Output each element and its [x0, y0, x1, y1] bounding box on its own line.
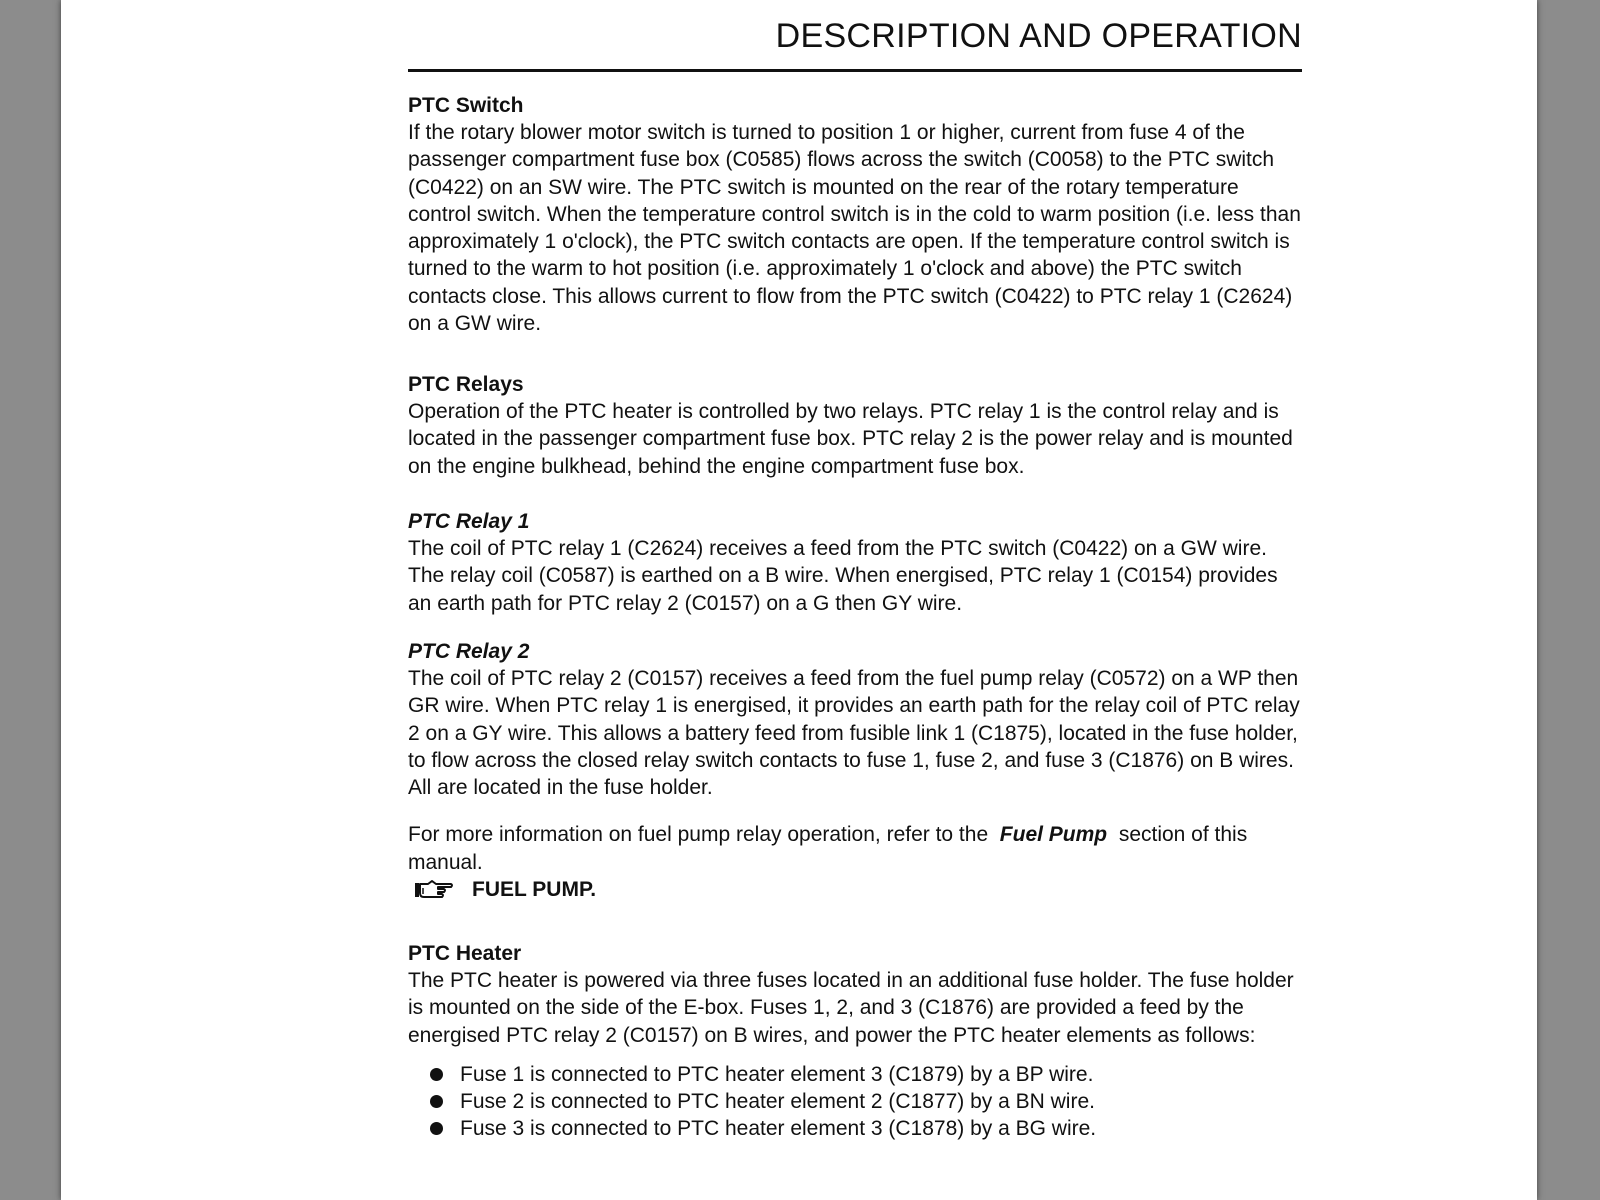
subsection-body: The coil of PTC relay 1 (C2624) receives a feed from the PTC switch (C0422) on a GW wire. The relay coil (C0587) is earthed on a B wire. When energised, PTC relay 1 (C0154) provides an earth path for PTC relay 2 (C0157) on a G then GY wire.: [408, 537, 1278, 615]
section-ptc-relay-2: [408, 638, 1302, 903]
subsection-heading: PTC Relay 2: [408, 640, 530, 663]
cross-reference-label: FUEL PUMP.: [472, 877, 597, 901]
section-body: The PTC heater is powered via three fuses located in an additional fuse holder. The fuse holder is mounted on the side of the E-box. Fuses 1, 2, and 3 (C1876) are provided a feed by the energised PTC relay 2 (C0157) on B wires, and power the PTC heater elements as follows:: [408, 969, 1294, 1047]
list-item: [408, 1088, 1302, 1115]
more-info-suffix: section of this manual.: [408, 823, 1248, 874]
list-item: [408, 1061, 1302, 1088]
section-body: If the rotary blower motor switch is turned to position 1 or higher, current from fuse 4 of the passenger compartment fuse box (C0585) flows across the switch (C0058) to the PTC switch (C0422) on an SW wire. The PTC switch is mounted on the rear of the rotary temperature control switch. When the temperature control switch is in the cold to warm position (i.e. less than approximately 1 o'clock), the PTC switch contacts are open. If the temperature control switch is turned to the warm to hot position (i.e. approximately 1 o'clock and above) the PTC switch contacts close. This allows current to flow from the PTC switch (C0422) to PTC relay 1 (C2624) on a GW wire.: [408, 121, 1301, 336]
cross-reference[interactable]: [408, 876, 1302, 903]
manual-page: [61, 0, 1537, 1200]
bullet-icon: [430, 1068, 443, 1081]
subsection-body: The coil of PTC relay 2 (C0157) receives a feed from the fuel pump relay (C0572) on a WP then GR wire. When PTC relay 1 is energised, it provides an earth path for the relay coil of PTC relay 2 on a GY wire. This allows a battery feed from fusible link 1 (C1875), located in the fuse holder, to flow across the closed relay switch contacts to fuse 1, fuse 2, and fuse 3 (C1876) on B wires. All are located in the fuse holder.: [408, 667, 1300, 800]
list-item-text: Fuse 2 is connected to PTC heater element 2 (C1877) by a BN wire.: [460, 1089, 1095, 1113]
section-heading: PTC Switch: [408, 94, 524, 117]
bullet-icon: [430, 1095, 443, 1108]
bullet-icon: [430, 1122, 443, 1135]
more-info-paragraph: [408, 821, 1302, 876]
section-ptc-heater: [408, 940, 1302, 1142]
section-body: Operation of the PTC heater is controlled by two relays. PTC relay 1 is the control relay and is located in the passenger compartment fuse box. PTC relay 2 is the power relay and is mounted on the engine bulkhead, behind the engine compartment fuse box.: [408, 400, 1293, 478]
section-ptc-switch: [408, 92, 1302, 337]
more-info-prefix: For more information on fuel pump relay operation, refer to the: [408, 823, 989, 847]
section-heading: PTC Relays: [408, 373, 524, 396]
pointing-hand-icon: [414, 879, 454, 901]
page-header-title: DESCRIPTION AND OPERATION: [775, 17, 1302, 55]
fuse-list: [408, 1061, 1302, 1142]
section-ptc-relays: [408, 371, 1302, 480]
list-item-text: Fuse 3 is connected to PTC heater element 3 (C1878) by a BG wire.: [460, 1116, 1097, 1140]
subsection-heading: PTC Relay 1: [408, 510, 530, 533]
section-heading: PTC Heater: [408, 942, 522, 965]
fuel-pump-reference[interactable]: Fuel Pump: [999, 823, 1108, 847]
list-item-text: Fuse 1 is connected to PTC heater element 3 (C1879) by a BP wire.: [460, 1062, 1094, 1086]
section-ptc-relay-1: [408, 508, 1302, 617]
list-item: [408, 1115, 1302, 1142]
header-divider: [408, 69, 1302, 72]
